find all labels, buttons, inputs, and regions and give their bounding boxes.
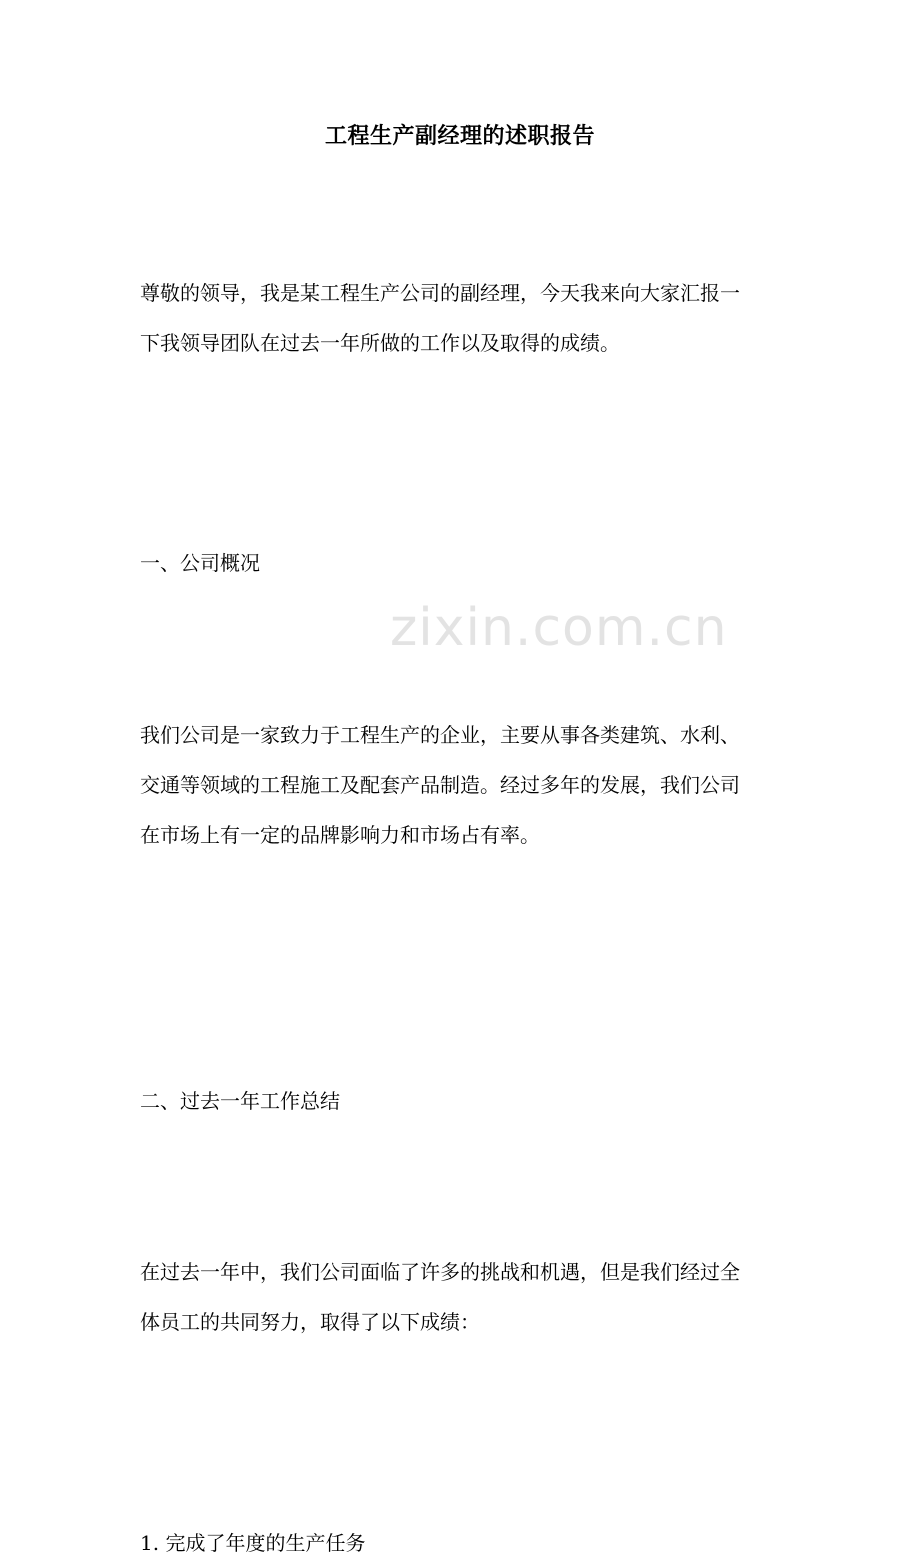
section-heading-text: 一、公司概况 xyxy=(140,551,260,575)
summary-paragraph xyxy=(140,1247,800,1347)
paragraph-line: 在过去一年中，我们公司面临了许多的挑战和机遇，但是我们经过全 xyxy=(140,1260,740,1284)
paragraph-line: 我们公司是一家致力于工程生产的企业，主要从事各类建筑、水利、 xyxy=(140,723,740,747)
paragraph-line: 交通等领域的工程施工及配套产品制造。经过多年的发展，我们公司 xyxy=(140,773,740,797)
document-title: 工程生产副经理的述职报告 xyxy=(324,123,595,149)
intro-paragraph xyxy=(140,268,800,368)
paragraph-line: 下我领导团队在过去一年所做的工作以及取得的成绩。 xyxy=(140,331,620,355)
section-heading-overview xyxy=(140,538,800,588)
paragraph-line: 在市场上有一定的品牌影响力和市场占有率。 xyxy=(140,823,540,847)
paragraph-line: 体员工的共同努力，取得了以下成绩： xyxy=(140,1310,480,1334)
section-heading-summary xyxy=(140,1076,800,1126)
overview-paragraph xyxy=(140,710,800,860)
list-item-text: 1. 完成了年度的生产任务 xyxy=(140,1531,366,1555)
paragraph-line: 尊敬的领导，我是某工程生产公司的副经理，今天我来向大家汇报一 xyxy=(140,281,740,305)
section-heading-text: 二、过去一年工作总结 xyxy=(140,1089,340,1113)
list-item xyxy=(140,1518,800,1568)
watermark: zixin.com.cn xyxy=(390,598,728,658)
